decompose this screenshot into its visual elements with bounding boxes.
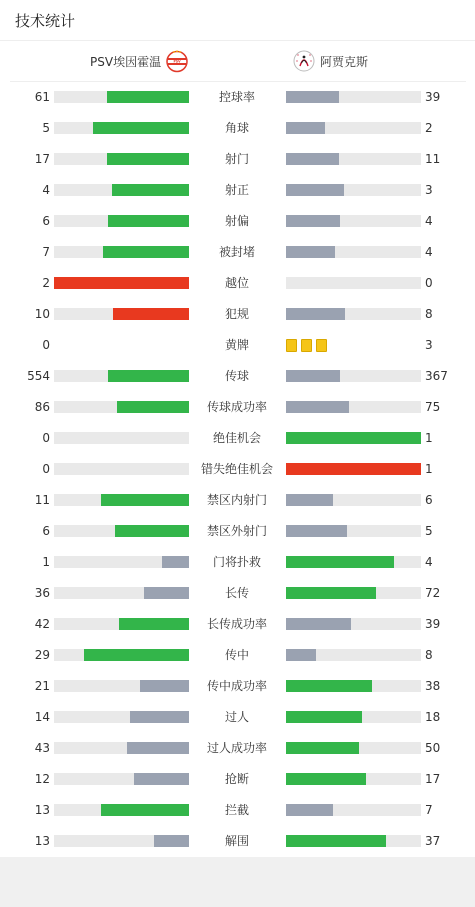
stat-row [0, 671, 475, 702]
stat-row [0, 795, 475, 826]
stat-label: 绝佳机会 [212, 431, 261, 445]
away-bar-fill [286, 401, 349, 413]
home-value: 0 [42, 431, 50, 445]
stat-row [0, 175, 475, 206]
home-bar-fill [119, 618, 189, 630]
home-bar-track [54, 277, 189, 289]
home-bar-track [54, 184, 189, 196]
stat-label: 解围 [224, 834, 249, 848]
home-value: 43 [34, 741, 50, 755]
stat-row [0, 702, 475, 733]
stat-label: 禁区外射门 [206, 524, 267, 538]
away-bar-track [286, 308, 421, 320]
stat-label: 控球率 [218, 90, 255, 104]
stat-row [0, 826, 475, 857]
away-team[interactable] [292, 41, 368, 81]
away-bar-track [286, 649, 421, 661]
stat-label: 越位 [224, 276, 249, 290]
stat-row [0, 764, 475, 795]
home-bar-fill [112, 184, 189, 196]
away-bar-track [286, 680, 421, 692]
home-bar-track [54, 742, 189, 754]
stat-row [0, 640, 475, 671]
stat-row [0, 330, 475, 361]
away-bar-track [286, 742, 421, 754]
home-value: 5 [42, 121, 50, 135]
away-bar-track [286, 711, 421, 723]
home-bar-fill [108, 215, 189, 227]
stat-row [0, 299, 475, 330]
home-bar-fill [84, 649, 189, 661]
stat-row [0, 423, 475, 454]
home-bar-track [54, 215, 189, 227]
away-bar-track [286, 246, 421, 258]
away-bar-fill [286, 91, 339, 103]
away-bar-track [286, 773, 421, 785]
yellow-card-icon [286, 339, 297, 352]
stat-row [0, 609, 475, 640]
home-value: 2 [42, 276, 50, 290]
stat-row [0, 733, 475, 764]
stat-row [0, 144, 475, 175]
away-bar-fill [286, 587, 376, 599]
home-bar-fill [107, 91, 189, 103]
away-value: 72 [425, 586, 441, 600]
stat-label: 错失绝佳机会 [200, 462, 273, 476]
stat-label: 传球 [224, 369, 249, 383]
away-value: 37 [425, 834, 441, 848]
away-bar-fill [286, 680, 372, 692]
away-value: 6 [425, 493, 433, 507]
stat-label: 传中成功率 [206, 679, 267, 693]
home-value: 0 [42, 338, 50, 352]
stat-row [0, 206, 475, 237]
home-bar-fill [101, 494, 189, 506]
away-bar-track [286, 184, 421, 196]
away-bar-fill [286, 215, 340, 227]
stat-row [0, 516, 475, 547]
away-bar-fill [286, 711, 362, 723]
home-value: 17 [34, 152, 50, 166]
yellow-cards [286, 339, 327, 352]
home-value: 1 [42, 555, 50, 569]
away-bar-fill [286, 122, 325, 134]
stat-label: 禁区内射门 [206, 493, 267, 507]
stat-row [0, 361, 475, 392]
away-value: 38 [425, 679, 441, 693]
home-value: 14 [34, 710, 50, 724]
home-bar-track [54, 587, 189, 599]
stat-label: 黄牌 [224, 338, 249, 352]
page-title: 技术统计 [15, 12, 76, 30]
away-value: 0 [425, 276, 433, 290]
home-bar-fill [54, 277, 189, 289]
away-bar-fill [286, 308, 345, 320]
stat-label: 射门 [224, 152, 249, 166]
away-team-name: 阿贾克斯 [320, 54, 369, 69]
stat-label: 传球成功率 [206, 400, 267, 414]
stat-row [0, 268, 475, 299]
stat-row [0, 485, 475, 516]
away-value: 8 [425, 648, 433, 662]
stat-row [0, 113, 475, 144]
home-bar-fill [113, 308, 189, 320]
home-bar-track [54, 525, 189, 537]
away-value: 50 [425, 741, 441, 755]
home-bar-track [54, 339, 189, 351]
home-value: 29 [34, 648, 50, 662]
away-bar-track [286, 556, 421, 568]
home-bar-fill [93, 122, 189, 134]
away-bar-track [286, 91, 421, 103]
home-value: 11 [34, 493, 50, 507]
away-bar-fill [286, 835, 386, 847]
home-bar-track [54, 618, 189, 630]
home-bar-track [54, 556, 189, 568]
away-bar-track [286, 370, 421, 382]
away-value: 3 [425, 338, 433, 352]
away-bar-fill [286, 742, 359, 754]
stat-label: 过人 [224, 710, 249, 724]
away-bar-track [286, 122, 421, 134]
stat-label: 角球 [224, 121, 249, 135]
away-bar-track [286, 494, 421, 506]
home-bar-track [54, 649, 189, 661]
away-value: 1 [425, 462, 433, 476]
home-value: 7 [42, 245, 50, 259]
home-bar-track [54, 804, 189, 816]
away-bar-track [286, 804, 421, 816]
away-bar-track [286, 277, 421, 289]
away-bar-track [286, 432, 421, 444]
home-bar-fill [140, 680, 189, 692]
away-bar-track [286, 587, 421, 599]
stats-list [0, 82, 475, 857]
home-value: 86 [34, 400, 50, 414]
away-bar-track [286, 525, 421, 537]
home-bar-fill [117, 401, 189, 413]
away-bar-fill [286, 649, 316, 661]
away-bar-track [286, 153, 421, 165]
home-bar-track [54, 246, 189, 258]
away-value: 2 [425, 121, 433, 135]
away-value: 17 [425, 772, 441, 786]
away-value: 75 [425, 400, 441, 414]
yellow-card-icon [316, 339, 327, 352]
away-value: 5 [425, 524, 433, 538]
stat-label: 长传 [224, 586, 249, 600]
away-value: 39 [425, 90, 441, 104]
away-value: 4 [425, 214, 433, 228]
home-bar-track [54, 773, 189, 785]
psv-logo-icon [165, 49, 189, 73]
stat-label: 射偏 [224, 214, 249, 228]
stat-row [0, 547, 475, 578]
away-value: 1 [425, 431, 433, 445]
home-value: 4 [42, 183, 50, 197]
home-bar-track [54, 463, 189, 475]
teams-header [10, 41, 466, 82]
away-bar-fill [286, 773, 366, 785]
home-value: 36 [34, 586, 50, 600]
away-bar-fill [286, 153, 339, 165]
away-bar-fill [286, 432, 421, 444]
home-bar-fill [108, 370, 189, 382]
home-value: 21 [34, 679, 50, 693]
away-value: 367 [425, 369, 448, 383]
away-bar-track [286, 401, 421, 413]
away-bar-fill [286, 246, 335, 258]
away-value: 18 [425, 710, 441, 724]
away-bar-fill [286, 525, 347, 537]
stat-row [0, 392, 475, 423]
home-bar-fill [162, 556, 189, 568]
home-value: 0 [42, 462, 50, 476]
stat-row [0, 578, 475, 609]
stat-label: 射正 [224, 183, 249, 197]
away-bar-track [286, 463, 421, 475]
home-value: 13 [34, 803, 50, 817]
away-bar-fill [286, 184, 344, 196]
away-value: 4 [425, 555, 433, 569]
home-value: 13 [34, 834, 50, 848]
home-bar-track [54, 432, 189, 444]
stat-label: 被封堵 [218, 245, 255, 259]
away-value: 8 [425, 307, 433, 321]
home-bar-fill [103, 246, 189, 258]
away-value: 39 [425, 617, 441, 631]
home-bar-fill [107, 153, 189, 165]
home-bar-track [54, 308, 189, 320]
away-bar-fill [286, 463, 421, 475]
ajax-logo-icon [292, 49, 316, 73]
home-bar-track [54, 494, 189, 506]
home-value: 6 [42, 214, 50, 228]
stat-label: 拦截 [224, 803, 249, 817]
away-bar-track [286, 618, 421, 630]
away-bar-fill [286, 370, 340, 382]
home-bar-fill [127, 742, 189, 754]
stat-label: 犯规 [224, 307, 249, 321]
away-value: 11 [425, 152, 441, 166]
away-bar-fill [286, 618, 351, 630]
home-bar-track [54, 401, 189, 413]
stat-row [0, 454, 475, 485]
home-value: 6 [42, 524, 50, 538]
away-value: 7 [425, 803, 433, 817]
home-bar-track [54, 370, 189, 382]
home-bar-track [54, 680, 189, 692]
away-bar-fill [286, 494, 333, 506]
yellow-card-icon [301, 339, 312, 352]
home-bar-fill [144, 587, 189, 599]
home-bar-track [54, 91, 189, 103]
home-bar-track [54, 835, 189, 847]
home-value: 42 [34, 617, 50, 631]
away-value: 4 [425, 245, 433, 259]
home-bar-fill [134, 773, 189, 785]
svg-text:PSV: PSV [173, 59, 181, 64]
stat-label: 门将扑救 [212, 555, 261, 569]
away-bar-track [286, 835, 421, 847]
stat-label: 长传成功率 [206, 617, 267, 631]
home-bar-track [54, 153, 189, 165]
home-value: 10 [34, 307, 50, 321]
home-team[interactable] [90, 41, 189, 81]
home-value: 61 [34, 90, 50, 104]
away-value: 3 [425, 183, 433, 197]
stat-row [0, 82, 475, 113]
home-value: 12 [34, 772, 50, 786]
home-team-name: PSV埃因霍温 [90, 54, 162, 69]
home-bar-track [54, 711, 189, 723]
home-bar-fill [130, 711, 189, 723]
away-bar-fill [286, 556, 394, 568]
away-bar-track [286, 215, 421, 227]
home-value: 554 [27, 369, 50, 383]
home-bar-track [54, 122, 189, 134]
away-bar-fill [286, 804, 333, 816]
home-bar-fill [101, 804, 189, 816]
stat-label: 过人成功率 [206, 741, 267, 755]
stat-label: 抢断 [224, 772, 249, 786]
home-bar-fill [115, 525, 189, 537]
stat-row [0, 237, 475, 268]
home-bar-fill [154, 835, 189, 847]
stat-label: 传中 [224, 648, 249, 662]
